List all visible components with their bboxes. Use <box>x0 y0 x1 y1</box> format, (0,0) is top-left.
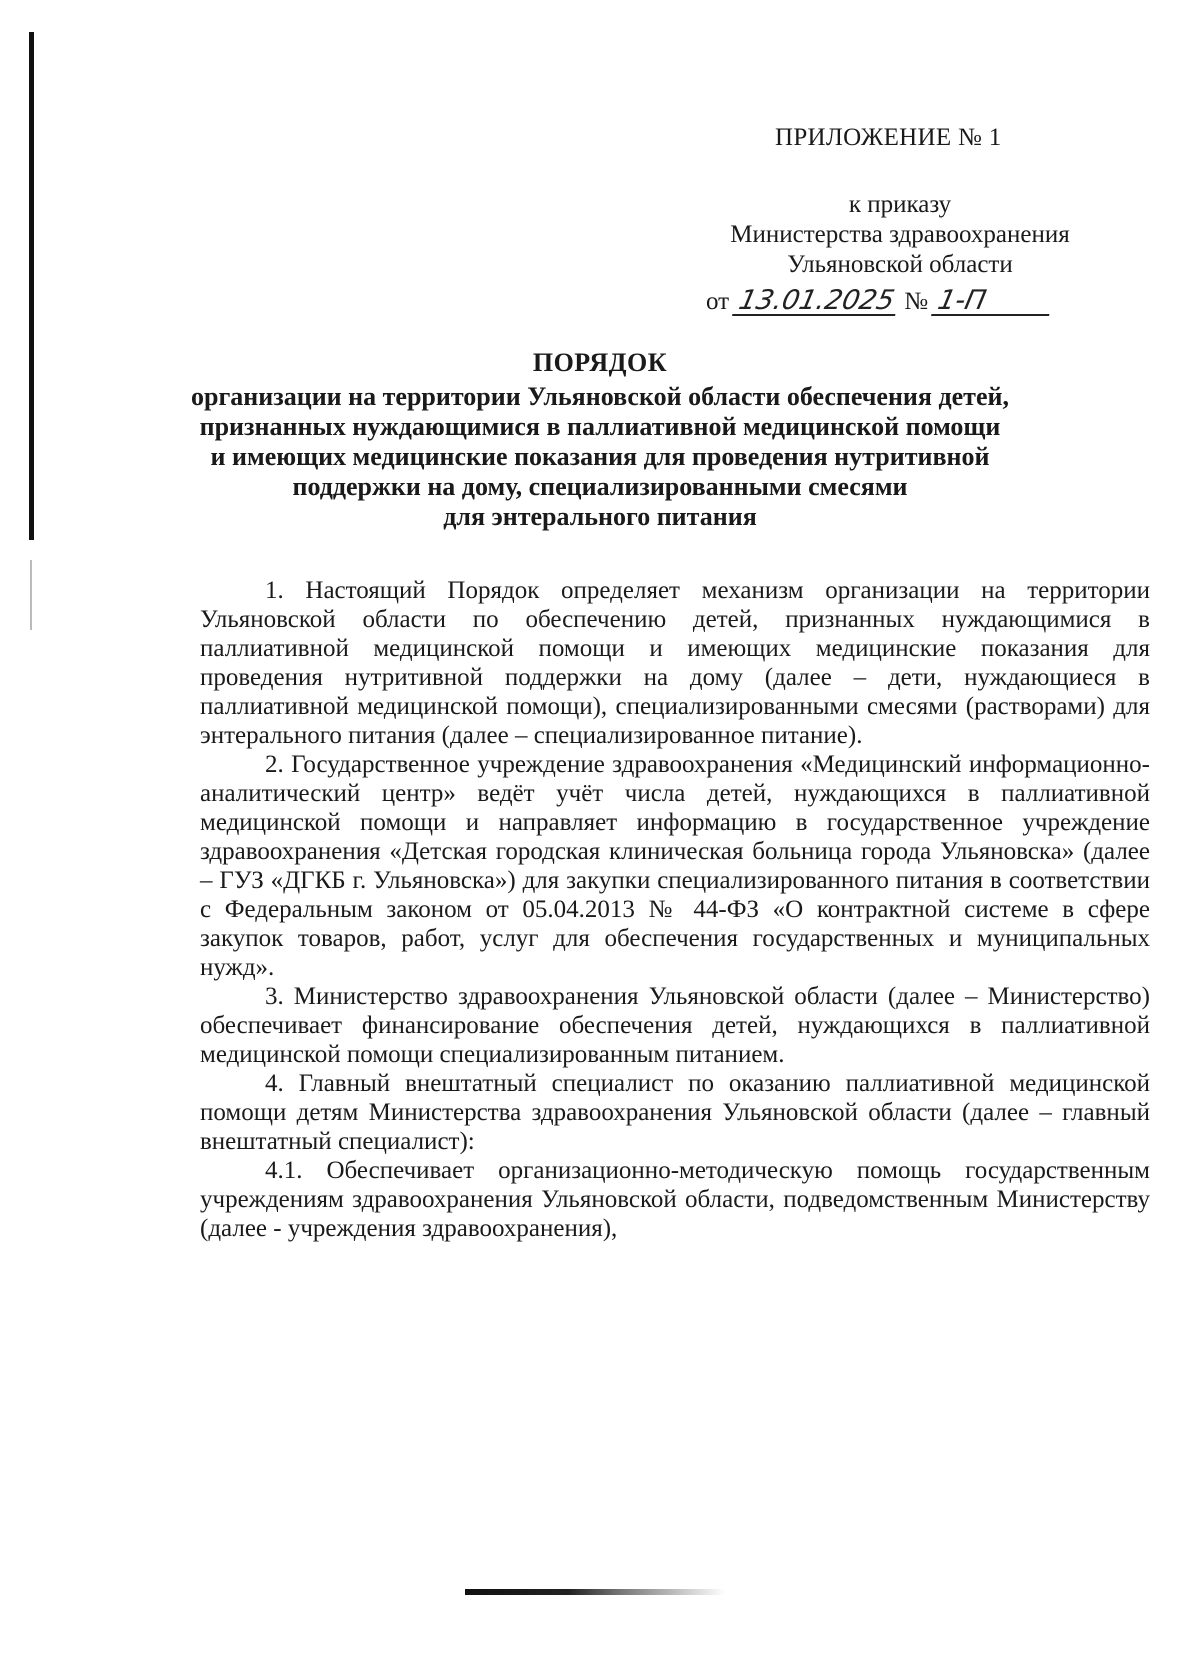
title-line: поддержки на дому, специализированными смесями <box>292 472 908 501</box>
paragraph-4: 4. Главный внештатный специалист по оказанию паллиативной медицинской помощи детям Министерства здравоохранения Ульяновской области (далее – главный внештатный специалист): <box>200 1070 1150 1155</box>
paragraph-1: 1. Настоящий Порядок определяет механизм организации на территории Ульяновской области по обеспечению детей, признанных нуждающимися в паллиативной медицинской помощи и имеющих медицинские показания для проведения нутритивной поддержки на дому (далее – дети, нуждающиеся в паллиативной медицинской помощи), специализированными смесями (растворами) для энтерального питания (далее – специализированное питание). <box>200 577 1150 749</box>
order-date-number <box>706 285 1052 316</box>
paragraph-3: 3. Министерство здравоохранения Ульяновской области (далее – Министерство) обеспечивает финансирование обеспечения детей, нуждающихся в паллиативной медицинской помощи специализированным питанием. <box>200 983 1150 1068</box>
document-title <box>180 348 1020 532</box>
title-line: и имеющих медицинские показания для проведения нутритивной <box>210 442 990 471</box>
handwritten-number: 1-П <box>931 288 1055 316</box>
scan-edge-mark-faint <box>30 560 32 630</box>
order-reference <box>690 190 1110 280</box>
annex-title: ПРИЛОЖЕНИЕ № 1 <box>775 124 1002 151</box>
title-line: признанных нуждающимися в паллиативной медицинской помощи <box>199 412 1001 441</box>
scan-artifact-line <box>465 1589 725 1595</box>
handwritten-date: 13.01.2025 <box>732 288 901 316</box>
paragraph-2: 2. Государственное учреждение здравоохранения «Медицинский информационно-аналитический центр» ведёт учёт числа детей, нуждающихся в паллиативной медицинской помощи и направляет информацию в государственное учреждение здравоохранения «Детская городская клиническая больница города Ульяновска» (далее – ГУЗ «ДГКБ г. Ульяновска») для закупки специализированного питания в соответствии с Федеральным законом от 05.04.2013 № 44-ФЗ «О контрактной системе в сфере закупок товаров, работ, услуг для обеспечения государственных и муниципальных нужд». <box>200 751 1150 981</box>
scan-edge-mark <box>29 32 34 540</box>
number-prefix: № <box>904 288 929 315</box>
order-line: Ульяновской области <box>787 251 1013 278</box>
title-line: для энтерального питания <box>443 502 757 531</box>
date-prefix: от <box>706 288 730 315</box>
title-line: организации на территории Ульяновской области обеспечения детей, <box>191 382 1009 411</box>
order-line: к приказу <box>848 191 952 218</box>
document-body <box>200 576 1150 1243</box>
document-heading: ПОРЯДОК <box>532 348 668 377</box>
paragraph-4-1: 4.1. Обеспечивает организационно-методическую помощь государственным учреждениям здравоохранения Ульяновской области, подведомственным Министерству (далее - учреждения здравоохранения), <box>200 1157 1150 1242</box>
order-line: Министерства здравоохранения <box>730 221 1070 248</box>
